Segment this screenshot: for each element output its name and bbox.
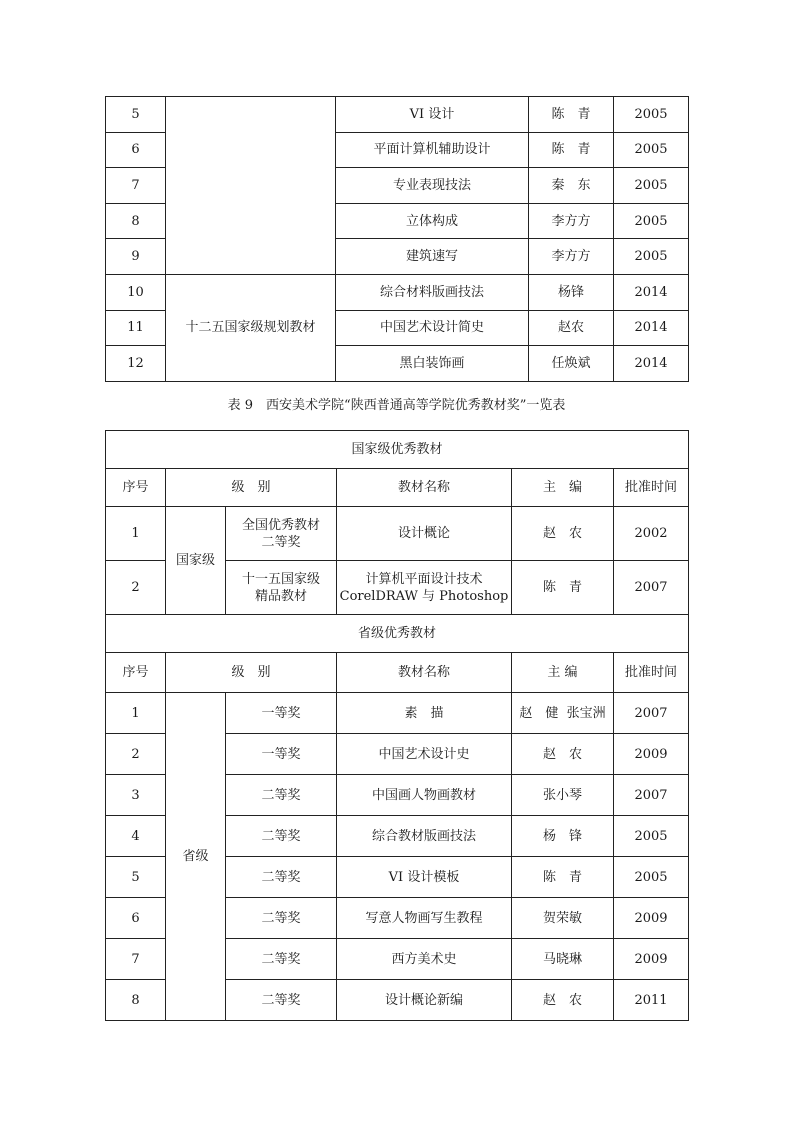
table-row	[106, 507, 689, 561]
award-level: 一等奖	[226, 734, 337, 775]
row-number: 8	[106, 980, 166, 1021]
textbook-name: 中国艺术设计史	[337, 734, 512, 775]
textbook-name: 综合教材版画技法	[337, 816, 512, 857]
textbook-name: 综合材料版画技法	[336, 274, 529, 310]
section-title-row	[106, 431, 689, 469]
textbook-name: 建筑速写	[336, 239, 529, 275]
level-detail	[226, 561, 337, 615]
year: 2005	[614, 97, 689, 133]
textbook-name: 写意人物画写生教程	[337, 898, 512, 939]
year: 2005	[614, 203, 689, 239]
level-line: 精品教材	[254, 588, 307, 604]
editor: 陈 青	[512, 561, 614, 615]
editor: 李方方	[529, 203, 614, 239]
level-line: 全国优秀教材	[241, 517, 320, 533]
editor: 李方方	[529, 239, 614, 275]
editor: 陈 青	[529, 132, 614, 168]
award-level: 二等奖	[226, 775, 337, 816]
year: 2014	[614, 274, 689, 310]
table-row	[106, 274, 689, 310]
row-number: 7	[106, 168, 166, 204]
textbook-name: 设计概论	[337, 507, 512, 561]
editor: 任焕斌	[529, 346, 614, 382]
header-row	[106, 653, 689, 693]
textbook-table-continued	[105, 96, 689, 382]
header-no: 序号	[106, 469, 166, 507]
year: 2009	[614, 734, 689, 775]
textbook-name: 素 描	[337, 693, 512, 734]
header-no: 序号	[106, 653, 166, 693]
header-time: 批准时间	[614, 469, 689, 507]
header-time: 批准时间	[614, 653, 689, 693]
row-number: 5	[106, 857, 166, 898]
year: 2005	[614, 239, 689, 275]
editor: 秦 东	[529, 168, 614, 204]
header-row	[106, 469, 689, 507]
level-line: 十一五国家级	[241, 571, 320, 587]
editor: 陈 青	[529, 97, 614, 133]
table-row	[106, 693, 689, 734]
row-number: 9	[106, 239, 166, 275]
level-line: 二等奖	[261, 534, 301, 550]
award-level: 二等奖	[226, 939, 337, 980]
table-row	[106, 97, 689, 133]
year: 2005	[614, 857, 689, 898]
header-level: 级 别	[166, 653, 337, 693]
textbook-name: 平面计算机辅助设计	[336, 132, 529, 168]
textbook-name: 黑白装饰画	[336, 346, 529, 382]
editor: 杨锋	[529, 274, 614, 310]
row-number: 6	[106, 132, 166, 168]
editor: 赵 健 张宝洲	[512, 693, 614, 734]
name-line: CorelDRAW 与 Photoshop	[339, 588, 509, 604]
row-number: 5	[106, 97, 166, 133]
header-level: 级 别	[166, 469, 337, 507]
header-editor: 主 编	[512, 653, 614, 693]
textbook-name: 西方美术史	[337, 939, 512, 980]
textbook-name: 立体构成	[336, 203, 529, 239]
textbook-name: VI 设计	[336, 97, 529, 133]
row-number: 11	[106, 310, 166, 346]
row-number: 1	[106, 507, 166, 561]
row-number: 2	[106, 561, 166, 615]
editor: 赵 农	[512, 980, 614, 1021]
year: 2009	[614, 939, 689, 980]
editor: 马晓琳	[512, 939, 614, 980]
row-number: 2	[106, 734, 166, 775]
award-level: 二等奖	[226, 898, 337, 939]
editor: 陈 青	[512, 857, 614, 898]
award-textbook-table	[105, 430, 689, 1021]
award-level: 二等奖	[226, 980, 337, 1021]
year: 2005	[614, 132, 689, 168]
year: 2011	[614, 980, 689, 1021]
national-section-title: 国家级优秀教材	[106, 431, 689, 469]
row-number: 3	[106, 775, 166, 816]
row-number: 6	[106, 898, 166, 939]
year: 2014	[614, 310, 689, 346]
award-level: 二等奖	[226, 857, 337, 898]
award-level: 二等奖	[226, 816, 337, 857]
textbook-name: 专业表现技法	[336, 168, 529, 204]
year: 2007	[614, 693, 689, 734]
row-number: 7	[106, 939, 166, 980]
year: 2005	[614, 816, 689, 857]
row-number: 1	[106, 693, 166, 734]
textbook-name: 设计概论新编	[337, 980, 512, 1021]
textbook-name	[337, 561, 512, 615]
row-number: 10	[106, 274, 166, 310]
header-editor: 主 编	[512, 469, 614, 507]
year: 2014	[614, 346, 689, 382]
editor: 赵农	[529, 310, 614, 346]
textbook-name: 中国画人物画教材	[337, 775, 512, 816]
editor: 赵 农	[512, 507, 614, 561]
editor: 杨 锋	[512, 816, 614, 857]
year: 2007	[614, 775, 689, 816]
editor: 赵 农	[512, 734, 614, 775]
level-detail	[226, 507, 337, 561]
provincial-section-title: 省级优秀教材	[106, 615, 689, 653]
editor: 张小琴	[512, 775, 614, 816]
row-number: 12	[106, 346, 166, 382]
row-number: 4	[106, 816, 166, 857]
table-caption: 表 9 西安美术学院“陕西普通高等学院优秀教材奖”一览表	[227, 398, 566, 413]
textbook-name: 中国艺术设计简史	[336, 310, 529, 346]
name-line: 计算机平面设计技术	[365, 571, 483, 587]
year: 2005	[614, 168, 689, 204]
header-name: 教材名称	[337, 653, 512, 693]
section-title-row	[106, 615, 689, 653]
header-name: 教材名称	[337, 469, 512, 507]
editor: 贺荣敏	[512, 898, 614, 939]
year: 2009	[614, 898, 689, 939]
award-level: 一等奖	[226, 693, 337, 734]
row-number: 8	[106, 203, 166, 239]
empty-group-cell	[166, 97, 336, 275]
year: 2007	[614, 561, 689, 615]
textbook-name: VI 设计模板	[337, 857, 512, 898]
group-label: 十二五国家级规划教材	[166, 274, 336, 381]
level-group: 省级	[166, 693, 226, 1021]
year: 2002	[614, 507, 689, 561]
level-group: 国家级	[166, 507, 226, 615]
